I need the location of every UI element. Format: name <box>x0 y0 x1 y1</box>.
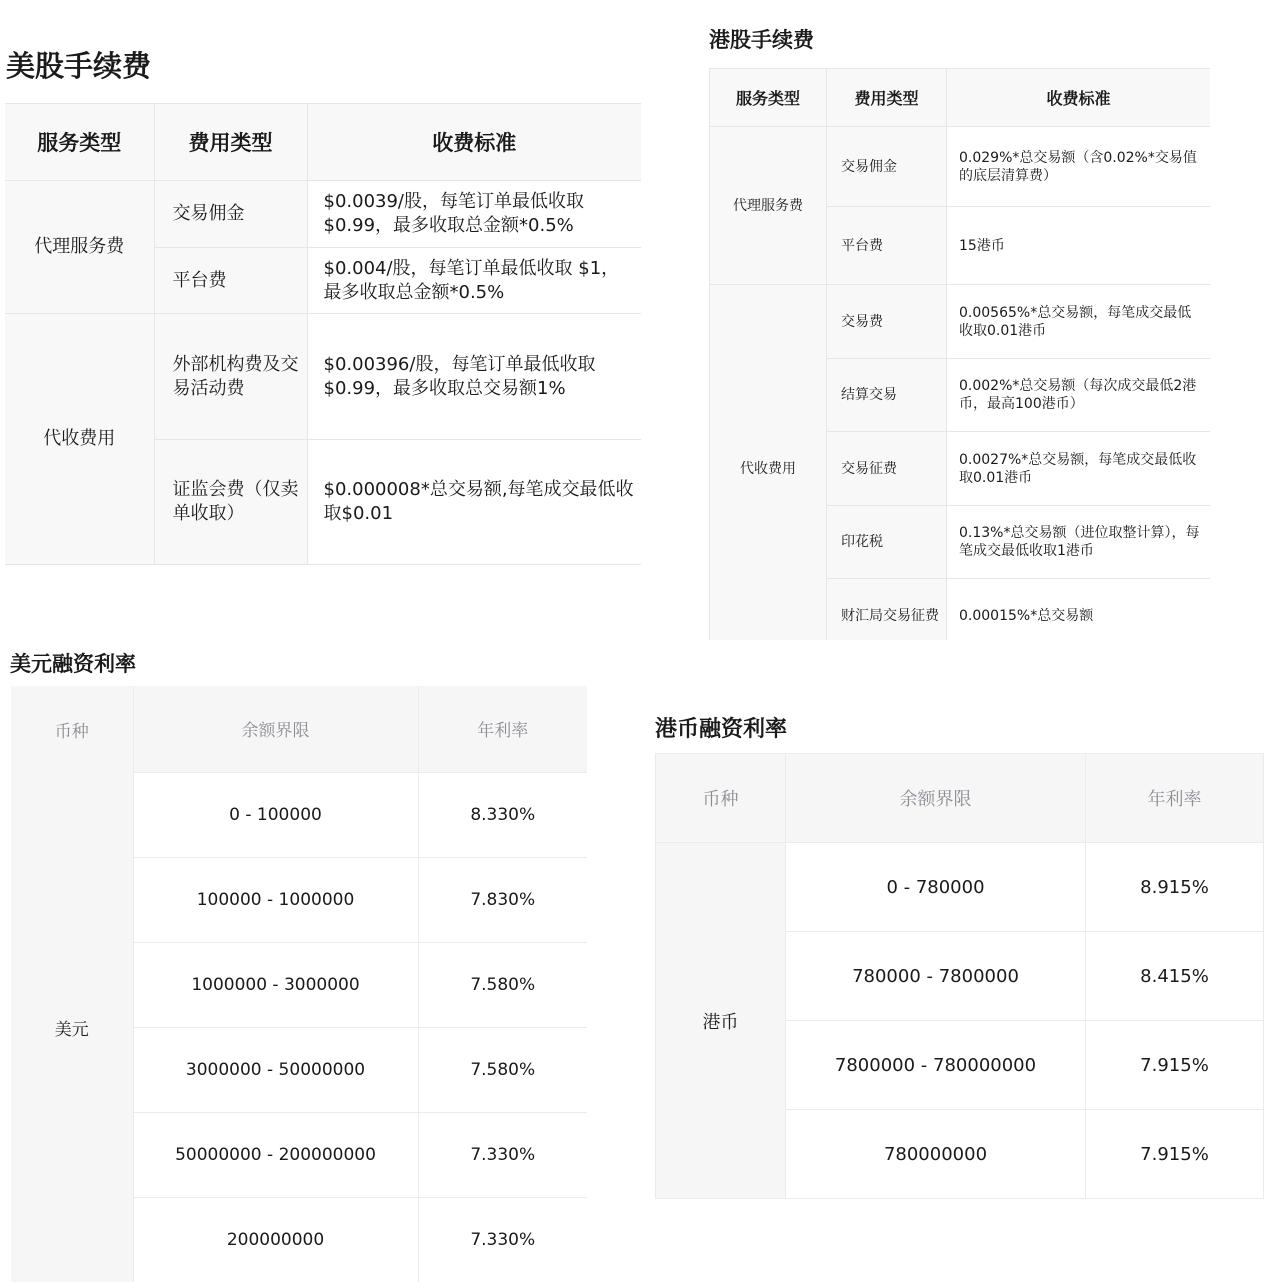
fee-type-cell: 交易佣金 <box>827 127 947 207</box>
currency-cell: 港币 <box>656 843 786 1199</box>
header-fee-standard: 收费标准 <box>307 104 641 181</box>
annual-rate-cell: 7.330% <box>418 1197 587 1282</box>
service-cell: 代理服务费 <box>5 181 154 314</box>
header-service-type: 服务类型 <box>5 104 154 181</box>
balance-range-cell: 780000000 <box>786 1110 1086 1199</box>
hk-fees-table <box>709 68 1210 640</box>
table-row <box>710 127 1211 207</box>
fee-type-cell: 财汇局交易征费 <box>827 579 947 641</box>
usd-rates-table <box>11 686 587 1282</box>
balance-range-cell: 780000 - 7800000 <box>786 932 1086 1021</box>
header-balance-range: 余额界限 <box>133 686 418 772</box>
annual-rate-cell: 7.830% <box>418 857 587 942</box>
table-row <box>11 772 587 857</box>
fee-type-cell: 交易费 <box>827 285 947 359</box>
table-header-row <box>710 69 1211 127</box>
fee-standard-cell: 15港币 <box>947 207 1211 285</box>
fee-standard-cell: $0.004/股，每笔订单最低收取 $1，最多收取总金额*0.5% <box>307 248 641 314</box>
us-fees-title: 美股手续费 <box>6 49 152 83</box>
table-row <box>5 181 641 248</box>
fee-type-cell: 印花税 <box>827 506 947 579</box>
service-cell: 代理服务费 <box>710 127 827 285</box>
header-balance-range: 余额界限 <box>786 754 1086 843</box>
usd-rates-title: 美元融资利率 <box>10 652 136 676</box>
hkd-rates-table <box>655 753 1264 1199</box>
table-header-row <box>656 754 1264 843</box>
annual-rate-cell: 7.330% <box>418 1112 587 1197</box>
hk-fees-table-viewport <box>709 68 1210 640</box>
us-fees-table <box>5 103 641 565</box>
annual-rate-cell: 7.915% <box>1086 1021 1264 1110</box>
balance-range-cell: 7800000 - 780000000 <box>786 1021 1086 1110</box>
table-header-row <box>5 104 641 181</box>
fee-type-cell: 外部机构费及交易活动费 <box>154 314 307 440</box>
fee-type-cell: 交易征费 <box>827 432 947 506</box>
fee-type-cell: 证监会费（仅卖单收取） <box>154 440 307 565</box>
fee-standard-cell: 0.00015%*总交易额 <box>947 579 1211 641</box>
fee-standard-cell: 0.029%*总交易额（含0.02%*交易值的底层清算费） <box>947 127 1211 207</box>
fee-standard-cell: 0.0027%*总交易额，每笔成交最低收取0.01港币 <box>947 432 1211 506</box>
balance-range-cell: 0 - 100000 <box>133 772 418 857</box>
fee-type-cell: 结算交易 <box>827 359 947 432</box>
header-fee-type: 费用类型 <box>827 69 947 127</box>
balance-range-cell: 50000000 - 200000000 <box>133 1112 418 1197</box>
annual-rate-cell: 8.330% <box>418 772 587 857</box>
annual-rate-cell: 7.580% <box>418 1027 587 1112</box>
annual-rate-cell: 7.580% <box>418 942 587 1027</box>
currency-cell: 美元 <box>11 772 133 1282</box>
fee-type-cell: 平台费 <box>827 207 947 285</box>
fee-standard-cell: $0.000008*总交易额,每笔成交最低收取$0.01 <box>307 440 641 565</box>
table-row <box>5 314 641 440</box>
fee-standard-cell: 0.002%*总交易额（每次成交最低2港币，最高100港币） <box>947 359 1211 432</box>
annual-rate-cell: 7.915% <box>1086 1110 1264 1199</box>
service-cell: 代收费用 <box>5 314 154 565</box>
header-currency: 币种 <box>656 754 786 843</box>
balance-range-cell: 0 - 780000 <box>786 843 1086 932</box>
annual-rate-cell: 8.415% <box>1086 932 1264 1021</box>
fee-type-cell: 交易佣金 <box>154 181 307 248</box>
header-annual-rate: 年利率 <box>418 686 587 772</box>
table-row <box>710 285 1211 359</box>
fee-standard-cell: 0.00565%*总交易额，每笔成交最低收取0.01港币 <box>947 285 1211 359</box>
fee-standard-cell: $0.0039/股，每笔订单最低收取 $0.99，最多收取总金额*0.5% <box>307 181 641 248</box>
table-row <box>656 843 1264 932</box>
header-currency: 币种 <box>11 686 133 772</box>
balance-range-cell: 200000000 <box>133 1197 418 1282</box>
balance-range-cell: 1000000 - 3000000 <box>133 942 418 1027</box>
annual-rate-cell: 8.915% <box>1086 843 1264 932</box>
header-fee-type: 费用类型 <box>154 104 307 181</box>
table-header-row <box>11 686 587 772</box>
hkd-rates-title: 港币融资利率 <box>655 717 788 742</box>
header-fee-standard: 收费标准 <box>947 69 1211 127</box>
hk-fees-title: 港股手续费 <box>709 28 814 52</box>
fee-standard-cell: $0.00396/股，每笔订单最低收取 $0.99，最多收取总交易额1% <box>307 314 641 440</box>
balance-range-cell: 100000 - 1000000 <box>133 857 418 942</box>
balance-range-cell: 3000000 - 50000000 <box>133 1027 418 1112</box>
service-cell: 代收费用 <box>710 285 827 641</box>
header-service-type: 服务类型 <box>710 69 827 127</box>
fee-type-cell: 平台费 <box>154 248 307 314</box>
fee-standard-cell: 0.13%*总交易额（进位取整计算），每笔成交最低收取1港币 <box>947 506 1211 579</box>
header-annual-rate: 年利率 <box>1086 754 1264 843</box>
